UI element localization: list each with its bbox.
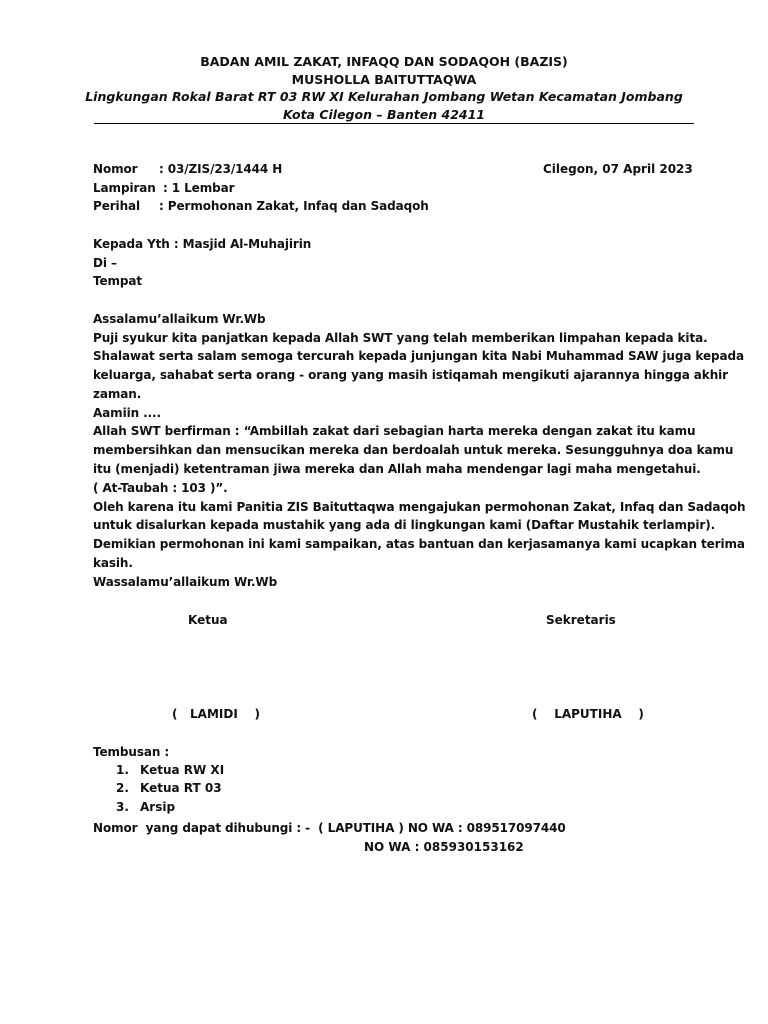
tembusan-item-number: 1. [116,763,129,777]
nomor-value: : 03/ZIS/23/1444 H [159,162,283,176]
tembusan-item [116,761,224,779]
body-line: zaman. [93,387,142,401]
body-line: untuk disalurkan kepada mustahik yang ada di lingkungan kami (Daftar Mustahik terlampir). [93,518,716,532]
tembusan-item-number: 2. [116,781,129,795]
org-name: BADAN AMIL ZAKAT, INFAQQ DAN SODAQOH (BAZIS) [200,54,568,69]
letter-date: Cilegon, 07 April 2023 [543,162,693,176]
tembusan-item-text: Ketua RW XI [140,763,225,777]
lampiran-label: Lampiran [93,181,156,195]
body-line: Shalawat serta salam semoga tercurah kepada junjungan kita Nabi Muhammad SAW juga kepada [93,349,744,363]
tembusan-item [116,779,222,797]
org-city: Kota Cilegon – Banten 42411 [282,107,485,122]
recipient-di: Di – [93,256,117,270]
musholla-name: MUSHOLLA BAITUTTAQWA [291,72,477,87]
tembusan-item-text: Arsip [140,800,176,814]
body-line: Allah SWT berfirman : “Ambillah zakat dari sebagian harta mereka dengan zakat itu kamu [93,424,696,438]
nomor-row [93,160,282,178]
contact-line: Nomor yang dapat dihubungi : - ( LAPUTIHA ) NO WA : 089517097440 [93,821,566,835]
tembusan-item-number: 3. [116,800,129,814]
signature-title-ketua: Ketua [188,613,228,627]
header-divider [94,123,694,124]
body-line: itu (menjadi) ketentraman jiwa mereka dan Allah maha mendengar lagi maha mengetahui. [93,462,701,476]
tembusan-item-text: Ketua RT 03 [140,781,222,795]
body-line: keluarga, sahabat serta orang - orang yang masih istiqamah mengikuti ajarannya hingga akhir [93,368,728,382]
body-line: kasih. [93,556,133,570]
recipient-line: Kepada Yth : Masjid Al-Muhajirin [93,237,312,251]
tembusan-label: Tembusan : [93,745,170,759]
org-address: Lingkungan Rokal Barat RT 03 RW XI Kelurahan Jombang Wetan Kecamatan Jombang [85,89,683,104]
contact-line-2: NO WA : 085930153162 [364,840,524,854]
signature-name-sekretaris: ( LAPUTIHA ) [532,707,644,721]
body-line: membersihkan dan mensucikan mereka dan berdoalah untuk mereka. Sesungguhnya doa kamu [93,443,734,457]
signature-title-sekretaris: Sekretaris [546,613,616,627]
perihal-row [93,197,429,215]
body-line: Assalamu’allaikum Wr.Wb [93,312,266,326]
lampiran-row [93,179,234,197]
body-line: Oleh karena itu kami Panitia ZIS Baituttaqwa mengajukan permohonan Zakat, Infaq dan Sadaqoh [93,500,746,514]
signature-name-ketua: ( LAMIDI ) [172,707,260,721]
tembusan-item [116,798,175,816]
recipient-tempat: Tempat [93,274,143,288]
nomor-label: Nomor [93,162,138,176]
perihal-value: : Permohonan Zakat, Infaq dan Sadaqoh [159,199,429,213]
body-line: ( At-Taubah : 103 )”. [93,481,228,495]
body-line: Wassalamu’allaikum Wr.Wb [93,575,278,589]
perihal-label: Perihal [93,199,141,213]
body-line: Puji syukur kita panjatkan kepada Allah SWT yang telah memberikan limpahan kepada kita. [93,331,708,345]
body-line: Demikian permohonan ini kami sampaikan, atas bantuan dan kerjasamanya kami ucapkan terima [93,537,745,551]
body-line: Aamiin .... [93,406,161,420]
lampiran-value: : 1 Lembar [163,181,235,195]
